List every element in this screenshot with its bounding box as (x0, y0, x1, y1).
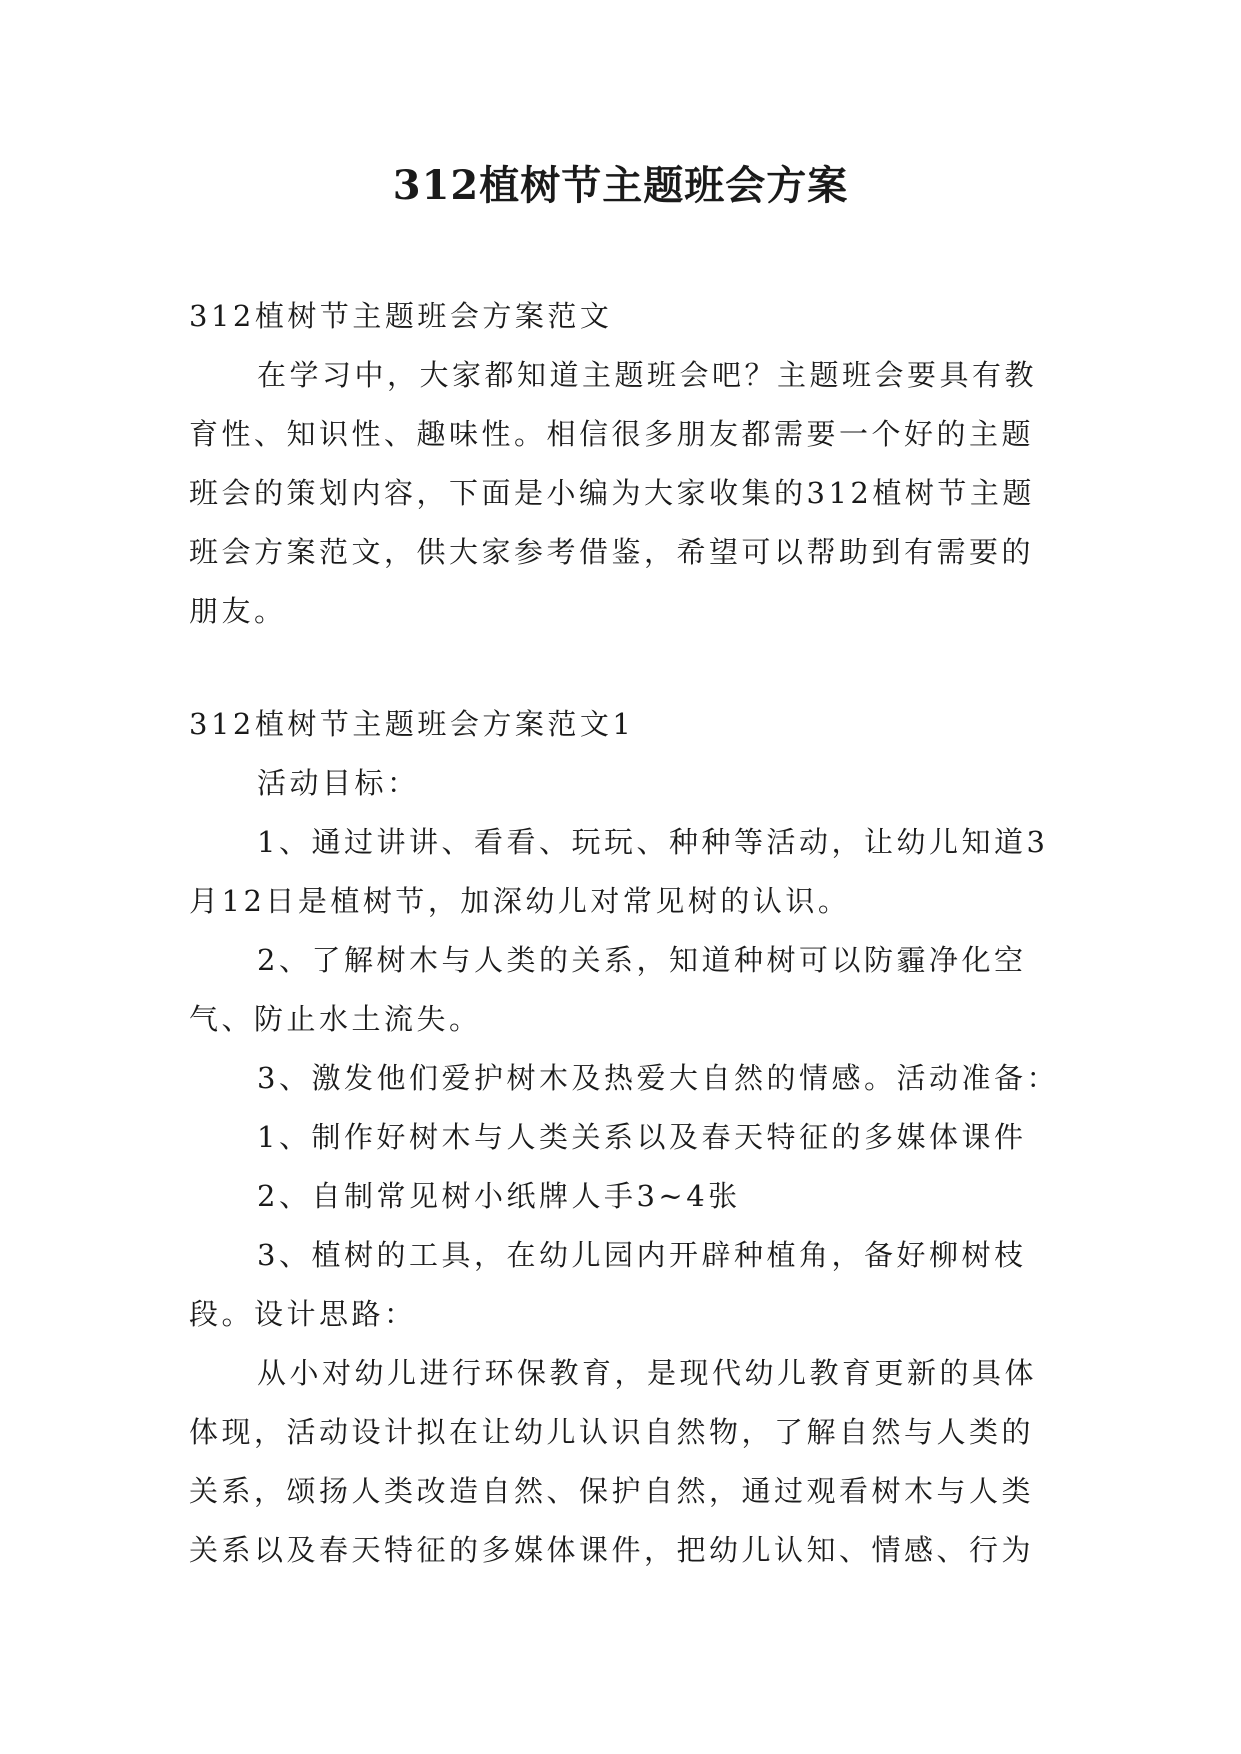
section1-block (189, 695, 1059, 1580)
section1-line: 3、激发他们爱护树木及热爱大自然的情感。活动准备： (257, 1061, 1059, 1095)
page-title: 312植树节主题班会方案 (392, 162, 849, 209)
intro-paragraph-line: 班会方案范文，供大家参考借鉴，希望可以帮助到有需要的 (189, 535, 1035, 569)
section1-line: 段。设计思路： (189, 1297, 417, 1331)
intro-paragraph-line: 育性、知识性、趣味性。相信很多朋友都需要一个好的主题 (189, 417, 1035, 451)
section1-line: 1、通过讲讲、看看、玩玩、种种等活动，让幼儿知道3 (257, 825, 1049, 859)
intro-heading: 312植树节主题班会方案范文 (189, 299, 613, 333)
section1-line: 1、制作好树木与人类关系以及春天特征的多媒体课件 (257, 1120, 1027, 1154)
section1-line: 2、自制常见树小纸牌人手3~4张 (257, 1179, 741, 1213)
section1-line: 气、防止水土流失。 (189, 1002, 482, 1036)
section1-line: 关系，颂扬人类改造自然、保护自然，通过观看树木与人类 (189, 1474, 1035, 1508)
section1-heading: 312植树节主题班会方案范文1 (189, 707, 635, 741)
section1-lines (189, 754, 1059, 1580)
section1-line: 3、植树的工具，在幼儿园内开辟种植角，备好柳树枝 (257, 1238, 1027, 1272)
section1-line: 活动目标： (257, 766, 420, 800)
intro-paragraph-line: 朋友。 (189, 594, 287, 628)
section1-line: 关系以及春天特征的多媒体课件，把幼儿认知、情感、行为 (189, 1533, 1035, 1567)
intro-paragraph-line: 在学习中，大家都知道主题班会吧？主题班会要具有教 (257, 358, 1038, 392)
section1-line: 从小对幼儿进行环保教育，是现代幼儿教育更新的具体 (257, 1356, 1038, 1390)
intro-paragraph-line: 班会的策划内容，下面是小编为大家收集的312植树节主题 (189, 476, 1035, 510)
section1-line: 体现，活动设计拟在让幼儿认识自然物，了解自然与人类的 (189, 1415, 1035, 1449)
intro-block (189, 287, 1059, 641)
section1-line: 月12日是植树节，加深幼儿对常见树的认识。 (189, 884, 851, 918)
section1-line: 2、了解树木与人类的关系，知道种树可以防霾净化空 (257, 943, 1027, 977)
